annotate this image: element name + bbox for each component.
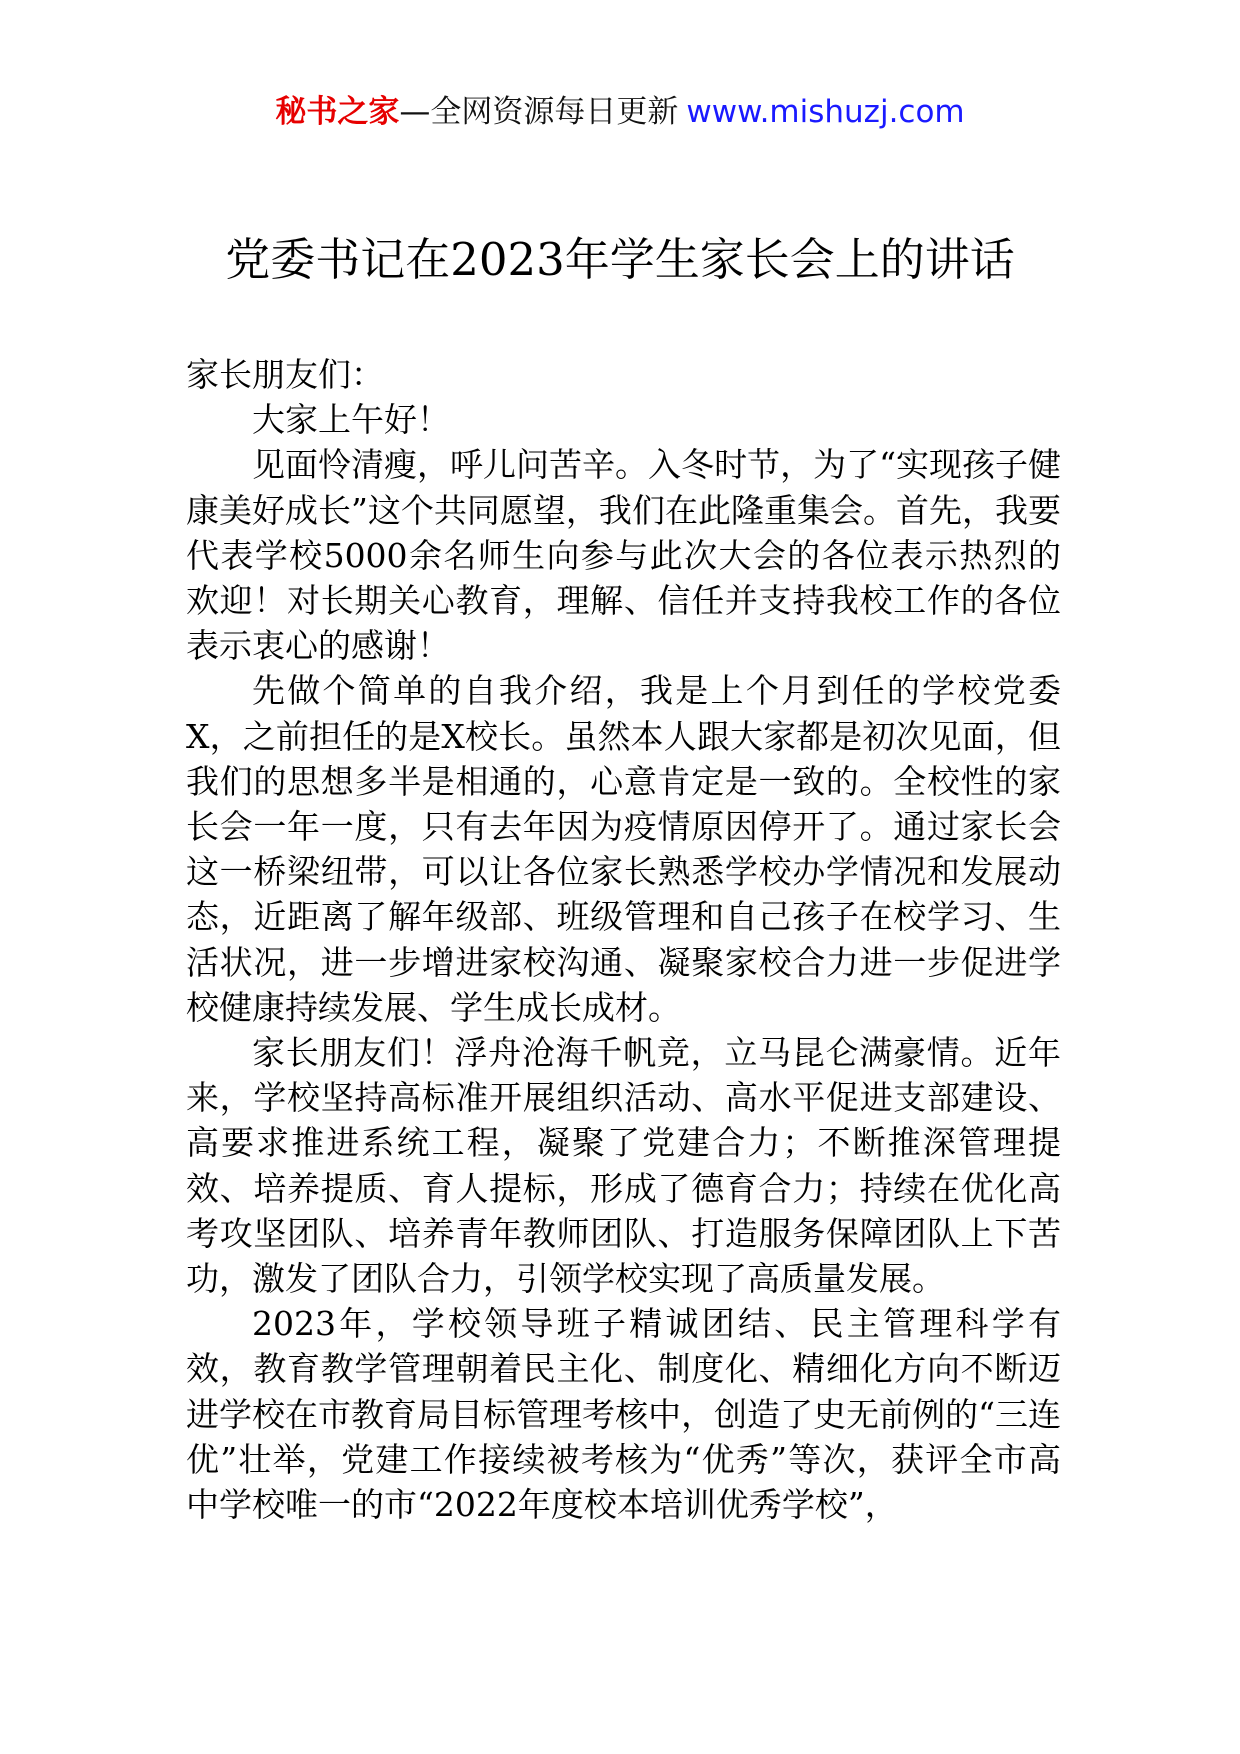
- salutation: 家长朋友们：: [186, 355, 384, 394]
- site-brand: 秘书之家: [275, 94, 400, 130]
- document-body: [186, 352, 1061, 1527]
- paragraph-greeting: 大家上午好！: [252, 400, 450, 440]
- site-tagline: —全网资源每日更新: [399, 94, 679, 130]
- document-title: 党委书记在2023年学生家长会上的讲话: [225, 233, 1015, 286]
- paragraph-2023-review: 2023年，学校领导班子精诚团结、民主管理科学有效，教育教学管理朝着民主化、制度化、精细化方向不断迈进学校在市教育局目标管理考核中，创造了史无前例的“三连优”壮举，党建工作接续被考核为“优秀”等次，获评全市高中学校唯一的市“2022年度校本培训优秀学校”，: [186, 1304, 1061, 1525]
- site-url-link[interactable]: www.mishuzj.com: [686, 94, 965, 130]
- paragraph-achievements: 家长朋友们！浮舟沧海千帆竞，立马昆仑满豪情。近年来，学校坚持高标准开展组织活动、高水平促进支部建设、高要求推进系统工程，凝聚了党建合力；不断推深管理提效、培养提质、育人提标，形成了德育合力；持续在优化高考攻坚团队、培养青年教师团队、打造服务保障团队上下苦功，激发了团队合力，引领学校实现了高质量发展。: [186, 1033, 1061, 1299]
- paragraph-welcome: 见面怜清瘦，呼儿问苦辛。入冬时节，为了“实现孩子健康美好成长”这个共同愿望，我们在此隆重集会。首先，我要代表学校5000余名师生向参与此次大会的各位表示热烈的欢迎！对长期关心教育，理解、信任并支持我校工作的各位表示衷心的感谢！: [186, 445, 1061, 666]
- paragraph-introduction: 先做个简单的自我介绍，我是上个月到任的学校党委X，之前担任的是X校长。虽然本人跟大家都是初次见面，但我们的思想多半是相通的，心意肯定是一致的。全校性的家长会一年一度，只有去年因为疫情原因停开了。通过家长会这一桥梁纽带，可以让各位家长熟悉学校办学情况和发展动态，近距离了解年级部、班级管理和自己孩子在校学习、生活状况，进一步增进家校沟通、凝聚家校合力进一步促进学校健康持续发展、学生成长成材。: [186, 671, 1061, 1027]
- site-header: [0, 92, 1240, 132]
